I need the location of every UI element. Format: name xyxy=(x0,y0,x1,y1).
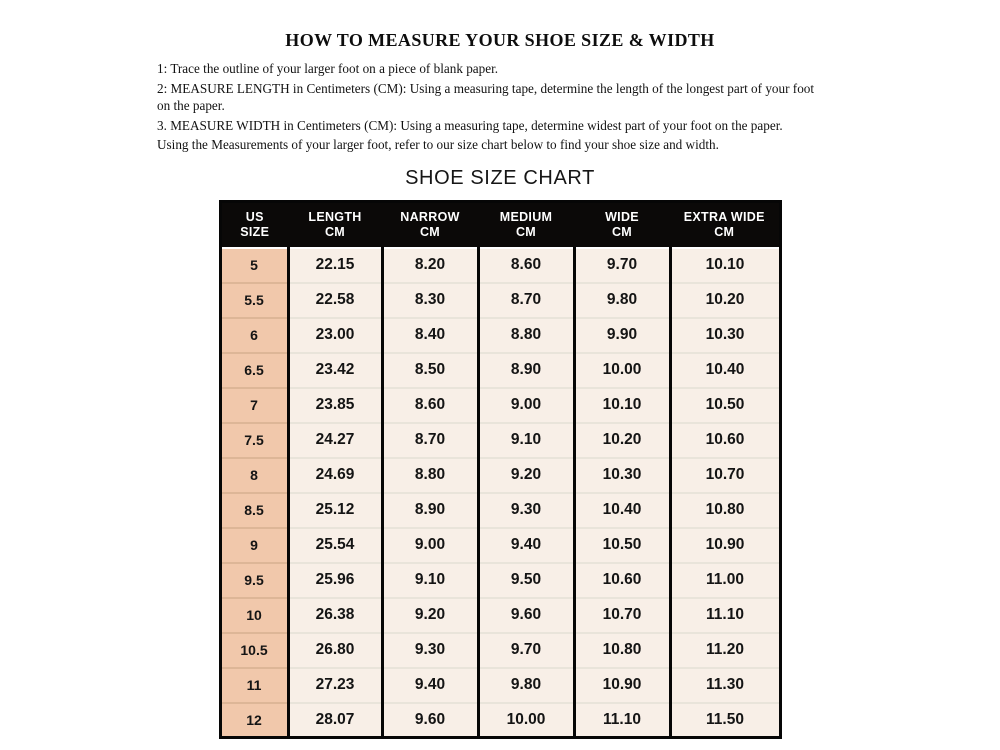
table-row xyxy=(220,528,780,563)
measurement-cell: 23.42 xyxy=(288,353,382,388)
shoe-size-table xyxy=(219,200,782,740)
us-size-cell: 9 xyxy=(220,528,288,563)
measurement-cell: 9.70 xyxy=(574,248,670,283)
measurement-cell: 9.40 xyxy=(478,528,574,563)
measurement-cell: 10.80 xyxy=(670,493,780,528)
measurement-cell: 27.23 xyxy=(288,668,382,703)
us-size-cell: 7 xyxy=(220,388,288,423)
measurement-cell: 10.80 xyxy=(574,633,670,668)
measurement-cell: 10.70 xyxy=(670,458,780,493)
measurement-cell: 9.00 xyxy=(478,388,574,423)
measurement-cell: 24.27 xyxy=(288,423,382,458)
measurement-cell: 8.90 xyxy=(382,493,478,528)
measurement-cell: 23.85 xyxy=(288,388,382,423)
table-header xyxy=(220,201,780,248)
measurement-cell: 9.40 xyxy=(382,668,478,703)
column-header: EXTRA WIDE CM xyxy=(670,201,780,248)
us-size-cell: 5.5 xyxy=(220,283,288,318)
measurement-cell: 9.30 xyxy=(382,633,478,668)
table-row xyxy=(220,598,780,633)
measurement-cell: 8.60 xyxy=(382,388,478,423)
us-size-cell: 7.5 xyxy=(220,423,288,458)
us-size-cell: 11 xyxy=(220,668,288,703)
table-row xyxy=(220,423,780,458)
measurement-cell: 10.90 xyxy=(670,528,780,563)
us-size-cell: 5 xyxy=(220,248,288,283)
table-row xyxy=(220,493,780,528)
column-header: LENGTH CM xyxy=(288,201,382,248)
table-row xyxy=(220,248,780,283)
measurement-cell: 10.60 xyxy=(574,563,670,598)
table-row xyxy=(220,563,780,598)
measurement-cell: 22.15 xyxy=(288,248,382,283)
measurement-cell: 9.90 xyxy=(574,318,670,353)
table-row xyxy=(220,283,780,318)
us-size-cell: 6 xyxy=(220,318,288,353)
measurement-cell: 11.30 xyxy=(670,668,780,703)
measurement-cell: 11.20 xyxy=(670,633,780,668)
instruction-step-3: 3. MEASURE WIDTH in Centimeters (CM): Using a measuring tape, determine widest part of your foot on the paper. xyxy=(157,117,783,133)
measurement-cell: 9.80 xyxy=(574,283,670,318)
measurement-cell: 9.50 xyxy=(478,563,574,598)
measurement-cell: 10.60 xyxy=(670,423,780,458)
measurement-cell: 11.00 xyxy=(670,563,780,598)
instruction-step-1: 1: Trace the outline of your larger foot on a piece of blank paper. xyxy=(157,61,499,76)
measurement-cell: 8.60 xyxy=(478,248,574,283)
measurement-cell: 9.30 xyxy=(478,493,574,528)
measurement-cell: 26.38 xyxy=(288,598,382,633)
us-size-cell: 8 xyxy=(220,458,288,493)
measurement-cell: 10.30 xyxy=(670,318,780,353)
measurement-cell: 10.20 xyxy=(670,283,780,318)
measurement-cell: 10.40 xyxy=(670,353,780,388)
measurement-cell: 10.30 xyxy=(574,458,670,493)
table-header-row xyxy=(220,201,780,248)
measurement-cell: 23.00 xyxy=(288,318,382,353)
measurement-cell: 10.70 xyxy=(574,598,670,633)
measurement-cell: 25.96 xyxy=(288,563,382,598)
measurement-cell: 11.10 xyxy=(670,598,780,633)
measurement-cell: 9.00 xyxy=(382,528,478,563)
measurement-cell: 9.60 xyxy=(382,703,478,738)
table-row xyxy=(220,388,780,423)
measurement-cell: 10.20 xyxy=(574,423,670,458)
measurement-cell: 9.70 xyxy=(478,633,574,668)
column-header: NARROW CM xyxy=(382,201,478,248)
chart-title: SHOE SIZE CHART xyxy=(405,166,595,189)
measurement-cell: 8.90 xyxy=(478,353,574,388)
measurement-cell: 9.80 xyxy=(478,668,574,703)
column-header: MEDIUM CM xyxy=(478,201,574,248)
measurement-cell: 10.50 xyxy=(670,388,780,423)
measurement-cell: 24.69 xyxy=(288,458,382,493)
us-size-cell: 6.5 xyxy=(220,353,288,388)
us-size-cell: 10 xyxy=(220,598,288,633)
us-size-cell: 10.5 xyxy=(220,633,288,668)
measurement-cell: 9.20 xyxy=(382,598,478,633)
measurement-cell: 8.70 xyxy=(382,423,478,458)
measurement-cell: 8.50 xyxy=(382,353,478,388)
table-row xyxy=(220,668,780,703)
table-row xyxy=(220,318,780,353)
column-header: US SIZE xyxy=(220,201,288,248)
measurement-cell: 8.40 xyxy=(382,318,478,353)
column-header: WIDE CM xyxy=(574,201,670,248)
measurement-cell: 10.10 xyxy=(574,388,670,423)
measurement-cell: 11.50 xyxy=(670,703,780,738)
page-title: HOW TO MEASURE YOUR SHOE SIZE & WIDTH xyxy=(285,30,715,50)
instructions-block xyxy=(157,60,829,154)
measurement-cell: 10.00 xyxy=(574,353,670,388)
instruction-note: Using the Measurements of your larger foot, refer to our size chart below to find your shoe size and width. xyxy=(157,137,719,152)
measurement-cell: 8.70 xyxy=(478,283,574,318)
measurement-cell: 28.07 xyxy=(288,703,382,738)
measurement-cell: 22.58 xyxy=(288,283,382,318)
measurement-cell: 9.60 xyxy=(478,598,574,633)
measurement-cell: 26.80 xyxy=(288,633,382,668)
us-size-cell: 12 xyxy=(220,703,288,738)
table-row xyxy=(220,703,780,738)
us-size-cell: 8.5 xyxy=(220,493,288,528)
measurement-cell: 8.20 xyxy=(382,248,478,283)
measurement-cell: 25.54 xyxy=(288,528,382,563)
table-row xyxy=(220,633,780,668)
measurement-cell: 10.10 xyxy=(670,248,780,283)
measurement-cell: 25.12 xyxy=(288,493,382,528)
measurement-cell: 11.10 xyxy=(574,703,670,738)
measurement-cell: 8.80 xyxy=(382,458,478,493)
table-row xyxy=(220,353,780,388)
measurement-cell: 9.10 xyxy=(382,563,478,598)
measurement-cell: 8.80 xyxy=(478,318,574,353)
table-row xyxy=(220,458,780,493)
us-size-cell: 9.5 xyxy=(220,563,288,598)
instruction-step-2: 2: MEASURE LENGTH in Centimeters (CM): Using a measuring tape, determine the length of the longest part of your foot on the paper. xyxy=(157,80,815,113)
measurement-cell: 9.20 xyxy=(478,458,574,493)
measurement-cell: 8.30 xyxy=(382,283,478,318)
measurement-cell: 10.90 xyxy=(574,668,670,703)
measurement-cell: 10.50 xyxy=(574,528,670,563)
measurement-cell: 10.40 xyxy=(574,493,670,528)
measurement-cell: 9.10 xyxy=(478,423,574,458)
measurement-cell: 10.00 xyxy=(478,703,574,738)
